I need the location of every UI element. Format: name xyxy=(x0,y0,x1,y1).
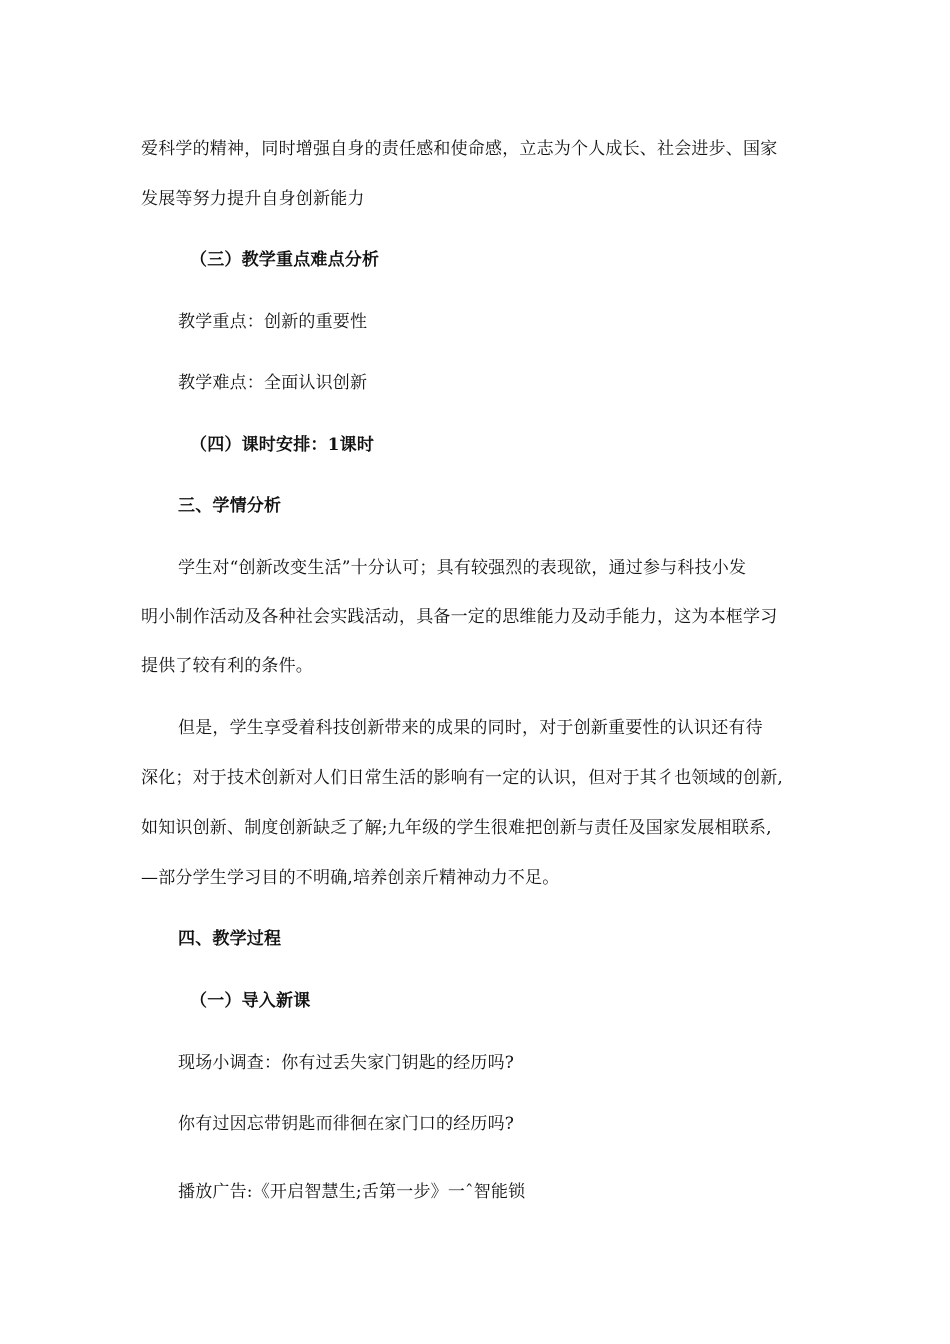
section-heading: （四）课时安排：1课时 xyxy=(190,435,375,455)
paragraph-line: 你有过因忘带钥匙而徘徊在家门口的经历吗? xyxy=(178,1114,515,1134)
paragraph-line: 爱科学的精神，同时增强自身的责任感和使命感，立志为个人成长、社会进步、国家 xyxy=(141,139,778,159)
part-heading: 三、学情分析 xyxy=(178,496,282,516)
paragraph-line: 明小制作活动及各种社会实践活动，具备一定的思维能力及动手能力，这为本框学习 xyxy=(141,607,778,627)
section-heading: （一）导入新课 xyxy=(190,991,311,1011)
part-heading: 四、教学过程 xyxy=(178,929,282,949)
paragraph-line: 教学重点：创新的重要性 xyxy=(178,312,368,332)
paragraph-line: 深化；对于技术创新对人们日常生活的影响有一定的认识，但对于其彳也领域的创新, xyxy=(141,768,784,788)
paragraph-line: 教学难点：全面认识创新 xyxy=(178,373,368,393)
paragraph-line: 学生对“创新改变生活”十分认可；具有较强烈的表现欲，通过参与科技小发 xyxy=(178,558,747,578)
paragraph-line: 播放广告:《开启智慧生;舌第一步》一ˆ智能锁 xyxy=(178,1182,526,1202)
paragraph-line: 但是，学生享受着科技创新带来的成果的同时，对于创新重要性的认识还有待 xyxy=(178,718,763,738)
paragraph-line: 现场小调查：你有过丢失家门钥匙的经历吗? xyxy=(178,1053,515,1073)
paragraph-line: 发展等努力提升自身创新能力 xyxy=(141,189,365,209)
paragraph-line: 提供了较有利的条件。 xyxy=(141,656,313,676)
section-heading: （三）教学重点难点分析 xyxy=(190,250,380,270)
paragraph-line: —部分学生学习目的不明确,培养创亲斤精神动力不足。 xyxy=(141,868,560,888)
paragraph-line: 如知识创新、制度创新缺乏了解;九年级的学生很难把创新与责任及国家发展相联系, xyxy=(141,818,772,838)
